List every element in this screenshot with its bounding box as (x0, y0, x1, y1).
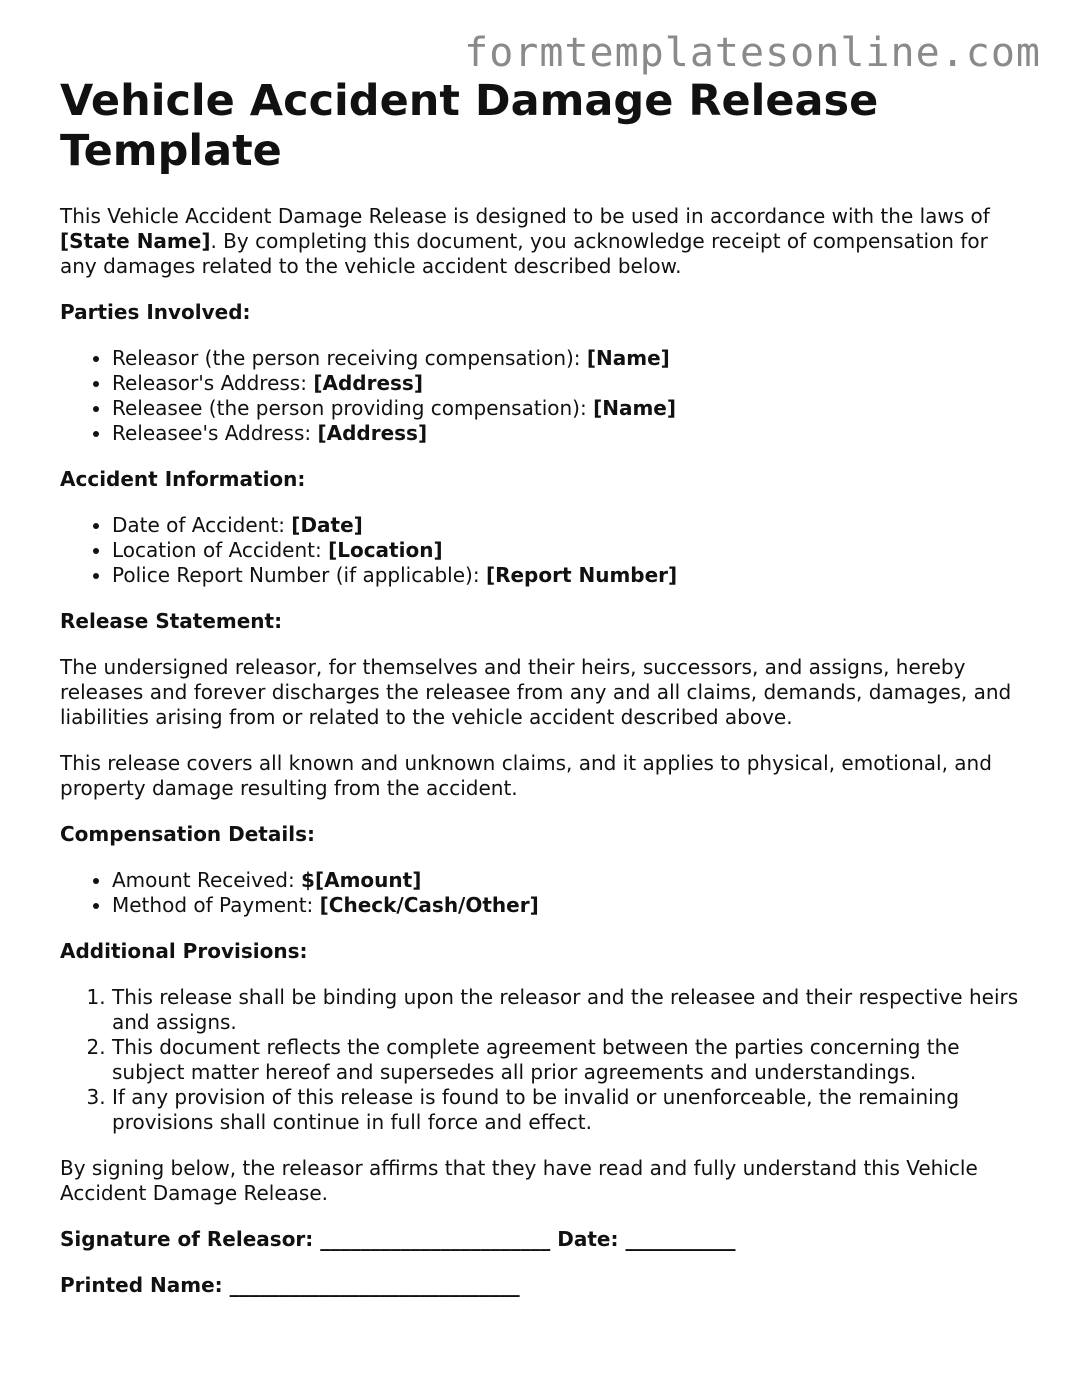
item-value: [Name] (586, 346, 670, 370)
accident-list (60, 513, 1020, 588)
release-paragraph: The undersigned releasor, for themselves and their heirs, successors, and assigns, hereby releases and forever discharges the releasee from any and all claims, demands, damages, and liabilities arising from or related to the vehicle accident described above. (60, 655, 1012, 729)
release-paragraph: This release covers all known and unknown claims, and it applies to physical, emotional, and property damage resulting from the accident. (60, 751, 992, 800)
list-item (112, 563, 1020, 588)
list-item (112, 538, 1020, 563)
list-item: 2. This document reflects the complete agreement between the parties concerning the subject matter hereof and supersedes all prior agreements and understandings. (112, 1035, 1020, 1085)
parties-heading: Parties Involved: (60, 300, 251, 324)
list-item: 1. This release shall be binding upon the releasor and the releasee and their respective heirs and assigns. (112, 985, 1020, 1035)
item-value: [Check/Cash/Other] (319, 893, 539, 917)
printed-name-label: Printed Name: (60, 1273, 223, 1297)
printed-name-line (60, 1273, 1020, 1298)
accident-heading: Accident Information: (60, 467, 306, 491)
item-value: $[Amount] (301, 868, 422, 892)
intro-suffix: . By completing this document, you acknowledge receipt of compensation for any damages related to the vehicle accident described below. (60, 229, 988, 278)
signature-field[interactable]: _______________________ (320, 1227, 551, 1251)
compensation-list (60, 868, 1020, 918)
provisions-list (60, 985, 1020, 1135)
list-item (112, 371, 1020, 396)
list-item (112, 868, 1020, 893)
date-label: Date: (557, 1227, 619, 1251)
item-value: [Report Number] (485, 563, 678, 587)
list-item: 3. If any provision of this release is found to be invalid or unenforceable, the remaining provisions shall continue in full force and effect. (112, 1085, 1020, 1135)
list-item (112, 396, 1020, 421)
item-label: Releasee's Address: (112, 421, 318, 445)
list-item (112, 893, 1020, 918)
item-label: Amount Received: (112, 868, 302, 892)
page-title: Vehicle Accident Damage Release Template (60, 76, 879, 176)
item-value: [Date] (291, 513, 363, 537)
provisions-heading: Additional Provisions: (60, 939, 308, 963)
list-item (112, 421, 1020, 446)
release-heading: Release Statement: (60, 609, 283, 633)
signature-line (60, 1227, 1020, 1252)
item-label: Releasee (the person providing compensation): (112, 396, 594, 420)
item-value: [Location] (328, 538, 443, 562)
printed-name-field[interactable]: _____________________________ (229, 1273, 520, 1297)
watermark: formtemplatesonline.com (464, 30, 1041, 76)
closing-paragraph: By signing below, the releasor affirms that they have read and fully understand this Vehicle Accident Damage Release. (60, 1156, 978, 1205)
item-label: Method of Payment: (112, 893, 320, 917)
item-label: Releasor (the person receiving compensation): (112, 346, 587, 370)
intro-prefix: This Vehicle Accident Damage Release is designed to be used in accordance with the laws of (60, 204, 990, 228)
compensation-heading: Compensation Details: (60, 822, 315, 846)
list-item (112, 346, 1020, 371)
list-item (112, 513, 1020, 538)
item-label: Releasor's Address: (112, 371, 314, 395)
intro-paragraph (60, 204, 1020, 279)
date-field[interactable]: ___________ (625, 1227, 736, 1251)
item-value: [Address] (317, 421, 428, 445)
item-label: Date of Accident: (112, 513, 292, 537)
state-name-placeholder: [State Name] (60, 229, 211, 253)
document (60, 76, 1020, 1298)
item-label: Location of Accident: (112, 538, 329, 562)
parties-list (60, 346, 1020, 446)
item-value: [Name] (593, 396, 676, 420)
item-label: Police Report Number (if applicable): (112, 563, 486, 587)
item-value: [Address] (313, 371, 423, 395)
signature-label: Signature of Releasor: (60, 1227, 314, 1251)
